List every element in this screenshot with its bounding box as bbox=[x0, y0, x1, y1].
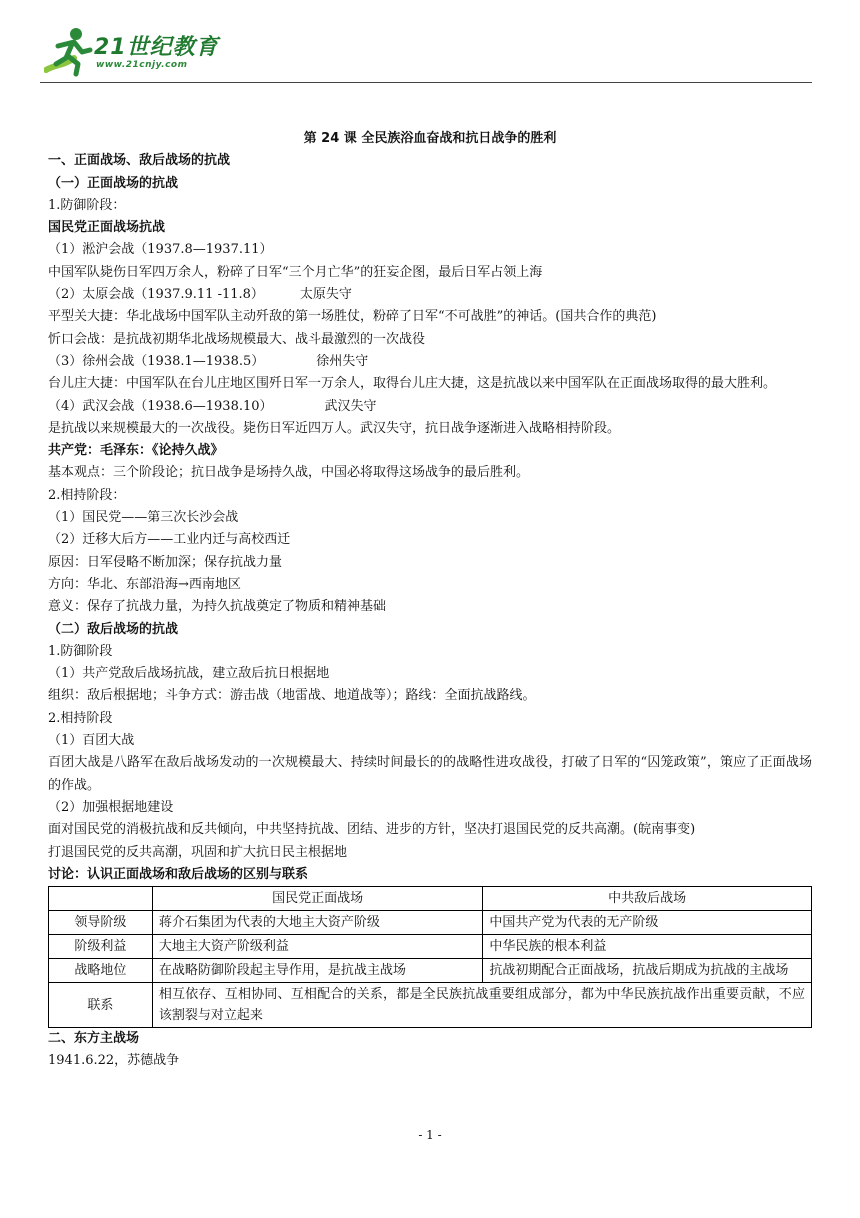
subsection-heading: （二）敌后战场的抗战 bbox=[48, 621, 179, 637]
text-line: 2.相持阶段 bbox=[48, 710, 113, 726]
header-rule bbox=[40, 82, 812, 83]
text-line: 打退国民党的反共高潮，巩固和扩大抗日民主根据地 bbox=[48, 844, 348, 860]
table-cell: 蒋介石集团为代表的大地主大资产阶级 bbox=[152, 911, 483, 935]
subheading: 共产党：毛泽东：《论持久战》 bbox=[48, 443, 224, 459]
subheading: 讨论：认识正面战场和敌后战场的区别与联系 bbox=[48, 866, 309, 882]
text-line: （1）国民党——第三次长沙会战 bbox=[48, 510, 239, 526]
text-line: 基本观点：三个阶段论；抗日战争是场持久战，中国必将取得这场战争的最后胜利。 bbox=[48, 465, 530, 481]
text-line: （1）百团大战 bbox=[48, 733, 135, 749]
table-header-cell bbox=[49, 887, 153, 911]
battle-result: 武汉失守 bbox=[324, 398, 377, 414]
text-line: 中国军队毙伤日军四万余人，粉碎了日军“三个月亡华”的狂妄企图，最后日军占领上海 bbox=[48, 264, 543, 280]
table-row bbox=[49, 935, 812, 959]
table-cell-merged: 相互依存、互相协同、互相配合的关系，都是全民族抗战重要组成部分，都为中华民族抗战作出重要贡献，不应该割裂与对立起来 bbox=[152, 983, 811, 1028]
table-cell: 中华民族的根本利益 bbox=[483, 935, 812, 959]
text-line: 原因：日军侵略不断加深；保存抗战力量 bbox=[48, 554, 283, 570]
text-line: （1）共产党敌后战场抗战，建立敌后抗日根据地 bbox=[48, 666, 330, 682]
table-cell: 中国共产党为代表的无产阶级 bbox=[483, 911, 812, 935]
logo-main-text: 21世纪教育 bbox=[94, 35, 219, 60]
text-paragraph: 百团大战是八路军在敌后战场发动的一次规模最大、持续时间最长的的战略性进攻战役，打破了日军的“囚笼政策”，策应了正面战场的作战。 bbox=[48, 755, 812, 793]
text-line: （1）淞沪会战（1937.8—1937.11） bbox=[48, 242, 273, 258]
section-heading: 二、东方主战场 bbox=[48, 1031, 140, 1047]
battle-result: 徐州失守 bbox=[316, 353, 369, 369]
row-label: 联系 bbox=[49, 983, 153, 1028]
text-line: （2）加强根据地建设 bbox=[48, 799, 174, 815]
table-cell: 抗战初期配合正面战场，抗战后期成为抗战的主战场 bbox=[483, 959, 812, 983]
logo-url-text: www.21cnjy.com bbox=[96, 60, 188, 70]
text-line: 1.防御阶段： bbox=[48, 197, 126, 213]
table-header-cell: 国民党正面战场 bbox=[152, 887, 483, 911]
text-line: 2.相持阶段： bbox=[48, 487, 126, 503]
logo bbox=[44, 24, 274, 78]
row-label: 战略地位 bbox=[49, 959, 153, 983]
comparison-table bbox=[48, 886, 812, 1028]
text-line: 1.防御阶段 bbox=[48, 643, 113, 659]
row-label: 阶级利益 bbox=[49, 935, 153, 959]
doc-title: 第 24 课 全民族浴血奋战和抗日战争的胜利 bbox=[303, 131, 557, 146]
runner-logo-icon bbox=[44, 24, 94, 78]
text-line: 平型关大捷：华北战场中国军队主动歼敌的第一场胜仗，粉碎了日军“不可战胜”的神话。(国共合作的典范) bbox=[48, 309, 657, 325]
table-row bbox=[49, 911, 812, 935]
row-label: 领导阶级 bbox=[49, 911, 153, 935]
table-row bbox=[49, 983, 812, 1028]
text-paragraph: 台儿庄大捷：中国军队在台儿庄地区围歼日军一万余人，取得台儿庄大捷，这是抗战以来中国军队在正面战场取得的最大胜利。 bbox=[48, 376, 777, 392]
subheading: 国民党正面战场抗战 bbox=[48, 220, 166, 236]
text-line: 意义：保存了抗战力量，为持久抗战奠定了物质和精神基础 bbox=[48, 599, 387, 615]
text-line: 组织：敌后根据地；斗争方式：游击战（地雷战、地道战等）；路线：全面抗战路线。 bbox=[48, 688, 536, 704]
text-line bbox=[48, 396, 812, 418]
text-line: 忻口会战：是抗战初期华北战场规模最大、战斗最激烈的一次战役 bbox=[48, 331, 426, 347]
subsection-heading: （一）正面战场的抗战 bbox=[48, 175, 179, 191]
battle-result: 太原失守 bbox=[299, 287, 352, 303]
table-cell: 在战略防御阶段起主导作用，是抗战主战场 bbox=[152, 959, 483, 983]
text-line: 是抗战以来规模最大的一次战役。毙伤日军近四万人。武汉失守，抗日战争逐渐进入战略相持阶段。 bbox=[48, 420, 621, 436]
text-line bbox=[48, 284, 812, 306]
page-header bbox=[40, 18, 812, 84]
text-line: 方向：华北、东部沿海→西南地区 bbox=[48, 576, 241, 592]
battle-label: （2）太原会战（1937.9.11 -11.8） bbox=[48, 287, 264, 303]
text-line: （2）迁移大后方——工业内迁与高校西迁 bbox=[48, 532, 291, 548]
table-row bbox=[49, 959, 812, 983]
document-body bbox=[48, 128, 812, 1073]
battle-label: （4）武汉会战（1938.6—1938.10） bbox=[48, 398, 273, 414]
section-heading: 一、正面战场、敌后战场的抗战 bbox=[48, 153, 231, 169]
battle-label: （3）徐州会战（1938.1—1938.5） bbox=[48, 353, 265, 369]
table-header-cell: 中共敌后战场 bbox=[483, 887, 812, 911]
table-header-row bbox=[49, 887, 812, 911]
text-line bbox=[48, 351, 812, 373]
table-cell: 大地主大资产阶级利益 bbox=[152, 935, 483, 959]
text-line: 1941.6.22，苏德战争 bbox=[48, 1053, 180, 1069]
page-number: - 1 - bbox=[418, 1128, 442, 1142]
text-line: 面对国民党的消极抗战和反共倾向，中共坚持抗战、团结、进步的方针，坚决打退国民党的反共高潮。(皖南事变) bbox=[48, 822, 696, 838]
